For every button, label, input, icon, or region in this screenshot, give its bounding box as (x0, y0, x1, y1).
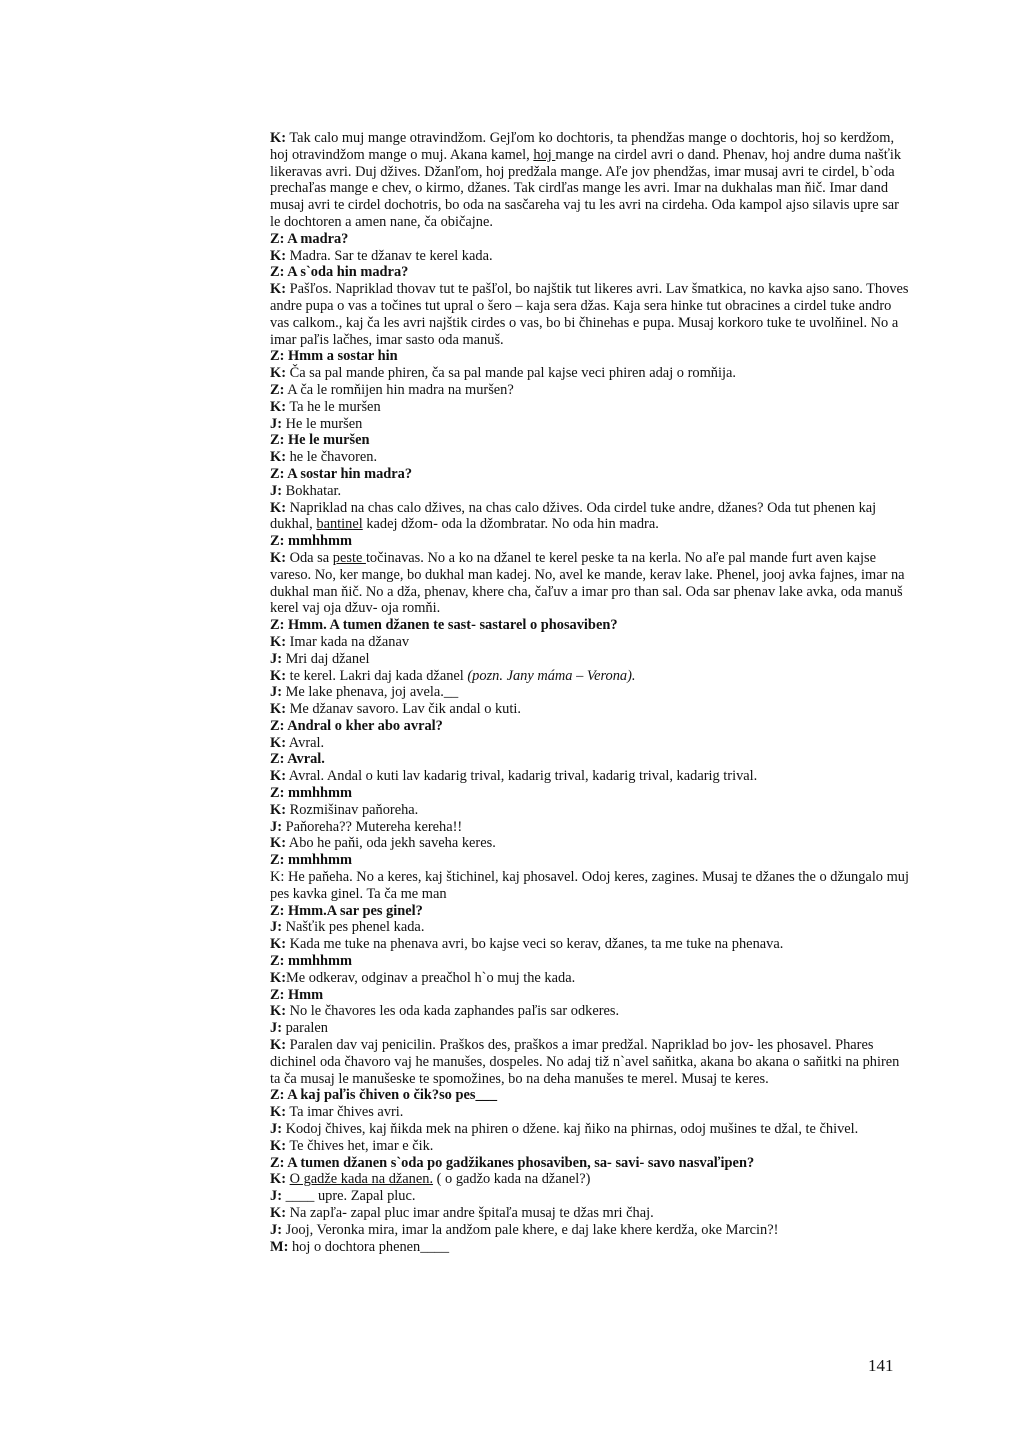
transcript-line (270, 466, 910, 483)
transcript-text: ____ upre. Zapal pluc. (282, 1188, 416, 1205)
transcript-line (270, 735, 910, 752)
transcript-text: Z: He le muršen (270, 432, 370, 449)
transcript-line (270, 919, 910, 936)
transcript-text: te kerel. Lakri daj kada džanel (286, 667, 468, 684)
speaker-label: K: (270, 499, 286, 516)
speaker-label: K: (270, 801, 286, 818)
transcript-line (270, 617, 910, 634)
speaker-label: J: (270, 1221, 282, 1238)
transcript-line (270, 819, 910, 836)
transcript-text: Rozmišinav paňoreha. (286, 801, 419, 818)
speaker-label: J: (270, 684, 282, 701)
transcript-text: he le čhavoren. (286, 449, 378, 466)
transcript-text: Z: Hmm a sostar hin (270, 348, 398, 365)
transcript-text: Z: A sostar hin madra? (270, 465, 413, 482)
transcript-line (270, 1037, 910, 1087)
transcript-text: Ča sa pal mande phiren, ča sa pal mande pal kajse veci phiren adaj o romňija. (286, 365, 736, 382)
transcript-text: mange na cirdel avri o dand. Phenav, hoj andre duma našťik likeravas avri. Duj džives. Džanľom, hoj predžala mange. Aľe jov phendžas, imar musaj avri te cirdel, b`oda prechaľas mange e chev, o kirmo, džanes. Tak cirdľas mange les avri. Imar na dukhalas man ňič. Imar dand musaj avri te cirdel dochotris, bo oda na sasčareha vaj tu les avri na cirdeha. Oda kampol ajso silavis upre sar le dochtoren a amen nane, ča običajne. (270, 146, 902, 230)
transcript-line (270, 348, 910, 365)
transcript-line (270, 1121, 910, 1138)
speaker-label: K: (270, 398, 286, 415)
transcript-text: kadej džom- oda la džombratar. No oda hin madra. (362, 516, 659, 533)
speaker-label: K: (270, 768, 286, 785)
page-number: 141 (868, 1356, 894, 1375)
transcript-text: Z: mmhhmm (270, 785, 352, 802)
transcript-text: Z: Avral. (270, 751, 325, 768)
transcript-text: K: He paňeha. No a keres, kaj štichinel, kaj phosavel. Odoj keres, zagines. Musaj te džanes the o džungalo muj pes kavka ginel. Ta ča me man (270, 869, 909, 902)
speaker-label: J: (270, 1188, 282, 1205)
speaker-label: K: (270, 281, 286, 298)
transcript-text: Z: Hmm. A tumen džanen te sast- sastarel o phosaviben? (270, 617, 618, 634)
transcript-text: Napriklad na chas calo džives, na chas calo džives. Oda cirdel tuke andre, džanes? Oda tut phenen kaj dukhal, (270, 499, 877, 533)
transcript-line (270, 987, 910, 1004)
speaker-label: K: (270, 701, 286, 718)
transcript-line (270, 550, 910, 617)
speaker-label: K: (270, 835, 286, 852)
transcript-line (270, 1087, 910, 1104)
transcript-line (270, 835, 910, 852)
transcript-text: Oda sa (286, 549, 333, 566)
transcript-text: Ta imar čhives avri. (286, 1104, 404, 1121)
speaker-label: K: (270, 667, 286, 684)
transcript-text: Z: Hmm (270, 986, 324, 1003)
transcript-line (270, 500, 910, 534)
transcript-text: Madra. Sar te džanav te kerel kada. (286, 247, 493, 264)
transcript-text: Na zapľa- zapal pluc imar andre špitaľa musaj te džas mri čhaj. (286, 1205, 654, 1221)
transcript-text: Paralen dav vaj penicilin. Praškos des, praškos a imar predžal. Napriklad bo jov- les phosavel. Phares dichinel oda čhavoro vaj he manušes, dospeles. No adaj tiž n`avel saňitka, akana bo akana o saňitki na phiren ta ča musaj le manušeske te spomožines, bo na deha manušes te merel. Musaj te keres. (270, 1037, 900, 1087)
speaker-label: K: (270, 449, 286, 466)
transcript-line (270, 701, 910, 718)
transcript-text: Z: Hmm.A sar pes ginel? (270, 902, 423, 919)
speaker-label: K: (270, 247, 286, 264)
transcript-line (270, 953, 910, 970)
transcript-line (270, 1138, 910, 1155)
transcript-text: hoj (533, 146, 556, 163)
speaker-label: K: (270, 936, 286, 953)
transcript-text: Z: Andral o kher abo avral? (270, 717, 443, 734)
transcript-text: Me lake phenava, joj avela.__ (282, 684, 459, 701)
transcript-line (270, 483, 910, 500)
transcript-line (270, 449, 910, 466)
transcript-text: (pozn. Jany máma – Verona). (467, 667, 636, 684)
transcript-text: paralen (282, 1020, 328, 1037)
transcript-line (270, 533, 910, 550)
transcript-line (270, 1205, 910, 1222)
transcript-line (270, 718, 910, 735)
transcript-line (270, 1104, 910, 1121)
transcript-line (270, 852, 910, 869)
transcript-text: O gadže kada na džanen. (289, 1171, 434, 1188)
transcript-text: He le muršen (282, 415, 363, 432)
speaker-label: K: (270, 633, 286, 650)
speaker-label: K: (270, 130, 286, 146)
transcript-line (270, 416, 910, 433)
transcript-line (270, 231, 910, 248)
transcript-line (270, 1020, 910, 1037)
transcript-line (270, 281, 910, 348)
speaker-label: K: (270, 969, 286, 986)
transcript-line (270, 432, 910, 449)
transcript-text: Pašľos. Napriklad thovav tut te pašľol, bo najštik tut likeres avri. Lav šmatkica, no kavka ajso sano. Thoves andre pupa o vas a točines tut upral o šero – kaja sera džas. Kaja sera hinke tut obracines a cirdel tuke andro vas calkom., kaj ča les avri najštik cirdes o vas, bo bi čhinehas e pupa. Musaj korkoro tuke te uvolňinel. No a imar paľis lačhes, imar sasto oda manuš. (270, 281, 909, 348)
transcript-text: Z: A s`oda hin madra? (270, 264, 409, 281)
transcript-text: Avral. Andal o kuti lav kadarig trival, kadarig trival, kadarig trival, kadarig trival. (286, 768, 758, 785)
transcript-text: bantinel (316, 516, 363, 533)
transcript-line (270, 1171, 910, 1188)
transcript-line (270, 1188, 910, 1205)
transcript-line (270, 130, 910, 231)
transcript-text: Z: mmhhmm (270, 953, 352, 970)
transcript-line (270, 248, 910, 265)
speaker-label: M: (270, 1238, 289, 1255)
transcript-text: Našťik pes phenel kada. (282, 919, 425, 936)
speaker-label: K: (270, 1137, 286, 1154)
speaker-label: K: (270, 734, 286, 751)
transcript-text: Imar kada na džanav (286, 633, 410, 650)
transcript-line (270, 264, 910, 281)
speaker-label: J: (270, 650, 282, 667)
transcript-line (270, 365, 910, 382)
transcript-text: Kada me tuke na phenava avri, bo kajse veci so kerav, džanes, ta me tuke na phenava. (286, 936, 784, 953)
transcript-line (270, 634, 910, 651)
transcript-line (270, 768, 910, 785)
transcript-line (270, 684, 910, 701)
transcript-text: Me džanav savoro. Lav čik andal o kuti. (286, 701, 521, 718)
transcript-text: točinavas. No a ko na džanel te kerel peske ta na kerla. No aľe pal mande furt aven kajse vareso. No, ker mange, bo dukhal man kadej. No, avel ke mande, kerav lake. Phenel, jooj avka fajnes, imar na dukhal man ňič. No a dža, phenav, khere cha, čaľuv a imar pro than sal. Oda sar phenav lake avka, oda manuš kerel vaj oja džuv- oja romňi. (270, 549, 905, 617)
speaker-label: J: (270, 818, 282, 835)
transcript-text: Ta he le muršen (286, 398, 381, 415)
transcript-text: Z: A tumen džanen s`oda po gadžikanes phosaviben, sa- savi- savo nasvaľipen? (270, 1154, 755, 1171)
transcript-text: ( o gadžo kada na džanel?) (433, 1171, 591, 1188)
transcript-text: Avral. (286, 734, 325, 751)
transcript-text: Jooj, Veronka mira, imar la andžom pale khere, e daj lake khere kerdža, oke Marcin?! (282, 1221, 779, 1238)
transcript-line (270, 382, 910, 399)
transcript-text: Abo he paňi, oda jekh saveha keres. (286, 835, 496, 852)
speaker-label: Z: (270, 381, 285, 398)
transcript-text: A ča le romňijen hin madra na muršen? (284, 381, 514, 398)
transcript-text: hoj o dochtora phenen____ (288, 1238, 450, 1255)
transcript-text: Z: mmhhmm (270, 533, 352, 550)
transcript-text: No le čhavores les oda kada zaphandes paľis sar odkeres. (286, 1003, 620, 1020)
transcript-text: Z: mmhhmm (270, 852, 352, 869)
speaker-label: K: (270, 1003, 286, 1020)
transcript-text: Mri daj džanel (282, 650, 370, 667)
transcript-line (270, 936, 910, 953)
speaker-label: J: (270, 415, 282, 432)
transcript-text: Z: A kaj paľis čhiven o čik?so pes___ (270, 1087, 498, 1104)
transcript-line (270, 970, 910, 987)
speaker-label: K: (270, 365, 286, 382)
transcript-line (270, 1003, 910, 1020)
speaker-label: K: (270, 1171, 286, 1188)
transcript-text: Me odkerav, odginav a preačhol h`o muj the kada. (286, 969, 576, 986)
transcript-text: Z: A madra? (270, 230, 349, 247)
speaker-label: J: (270, 482, 282, 499)
speaker-label: J: (270, 1020, 282, 1037)
transcript-text: peste (332, 549, 366, 566)
interview-transcript (270, 130, 910, 1255)
transcript-text: Kodoj čhives, kaj ňikda mek na phiren o džene. kaj ňiko na phirnas, odoj mušines te džal, te čhivel. (282, 1121, 859, 1138)
speaker-label: K: (270, 1205, 286, 1221)
transcript-line (270, 1239, 910, 1256)
transcript-text: Bokhatar. (282, 482, 342, 499)
transcript-line (270, 668, 910, 685)
transcript-text: Tak calo muj mange otravindžom. Gejľom ko dochtoris, ta phendžas mange o dochtoris, hoj so kerdžom, hoj otravindžom mange o muj. Akana kamel, (270, 130, 895, 163)
transcript-line (270, 399, 910, 416)
speaker-label: J: (270, 919, 282, 936)
speaker-label: J: (270, 1121, 282, 1138)
transcript-line (270, 785, 910, 802)
transcript-line (270, 802, 910, 819)
transcript-line (270, 869, 910, 903)
transcript-line (270, 751, 910, 768)
transcript-line (270, 651, 910, 668)
transcript-text: Paňoreha?? Mutereha kereha!! (282, 818, 463, 835)
speaker-label: K: (270, 549, 286, 566)
transcript-text: Te čhives het, imar e čik. (286, 1137, 434, 1154)
transcript-line (270, 903, 910, 920)
speaker-label: K: (270, 1104, 286, 1121)
transcript-line (270, 1222, 910, 1239)
speaker-label: K: (270, 1037, 286, 1054)
transcript-line (270, 1155, 910, 1172)
